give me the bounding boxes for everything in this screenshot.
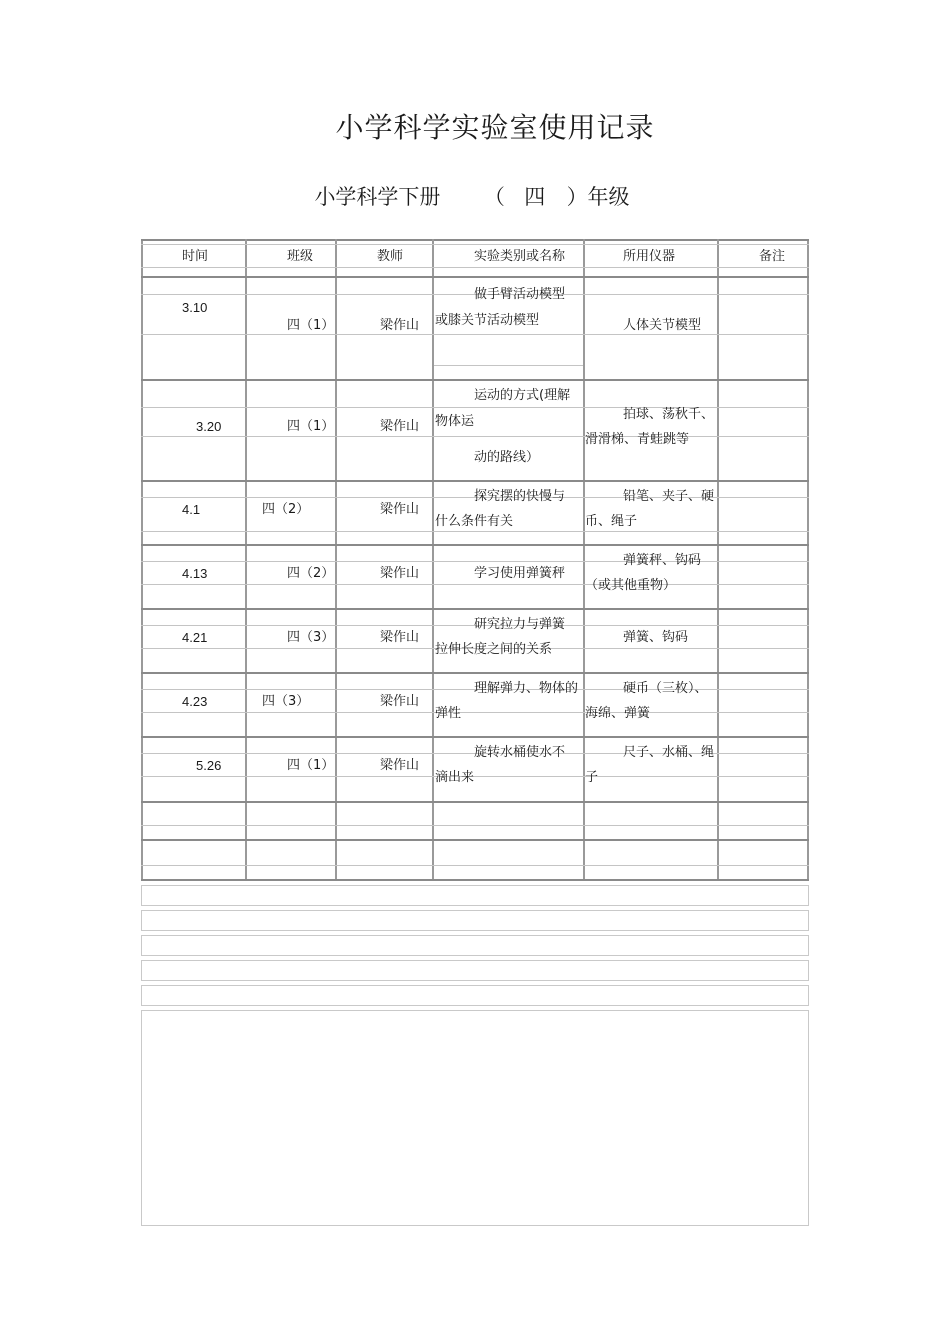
table-cell-date: 4.1 [182, 502, 201, 517]
header-class: 班级 [287, 249, 314, 264]
table-cell-class: 四（1） [287, 758, 335, 773]
table-cell-date: 4.23 [182, 694, 208, 709]
table-cell-experiment: 研究拉力与弹簧 [474, 617, 566, 632]
table-cell-date: 3.10 [182, 300, 208, 315]
row-separator [141, 276, 809, 278]
grade-subtitle [0, 181, 944, 211]
column-divider [717, 239, 719, 881]
table-cell-equipment: 海绵、弹簧 [585, 706, 651, 721]
row-separator [141, 544, 809, 546]
table-cell-equipment: 弹簧、钩码 [623, 630, 689, 645]
table-cell-equipment: 尺子、水桶、绳 [623, 745, 715, 760]
blank-band [141, 935, 809, 956]
table-cell-teacher: 梁作山 [380, 318, 420, 333]
table-cell-teacher: 梁作山 [380, 419, 420, 434]
table-cell-experiment: 拉伸长度之间的关系 [435, 642, 553, 657]
table-cell-date: 3.20 [196, 419, 222, 434]
table-cell-teacher: 梁作山 [380, 694, 420, 709]
row-inner-line [141, 436, 809, 437]
page-title: 小学科学实验室使用记录 [335, 111, 655, 144]
table-cell-equipment: 硬币（三枚）、 [623, 681, 708, 696]
blank-band [141, 885, 809, 906]
row-separator [141, 801, 809, 803]
table-cell-equipment: 人体关节模型 [623, 318, 702, 333]
table-cell-teacher: 梁作山 [380, 566, 420, 581]
table-cell-experiment: 探究摆的快慢与 [474, 489, 566, 504]
table-cell-equipment: 弹簧秤、钩码 [623, 553, 702, 568]
row-inner-line [141, 825, 809, 826]
table-cell-class: 四（2） [287, 566, 335, 581]
row-separator [141, 608, 809, 610]
table-cell-date: 4.13 [182, 566, 208, 581]
subtitle-grade: 四 [524, 185, 546, 209]
table-cell-equipment: 拍球、荡秋千、 [623, 407, 715, 422]
column-divider [245, 239, 247, 881]
table-cell-teacher: 梁作山 [380, 758, 420, 773]
subtitle-open-paren: （ [483, 185, 505, 209]
header-experiment: 实验类别或名称 [474, 249, 566, 264]
table-cell-experiment: 动的路线） [474, 450, 540, 465]
row-inner-line [141, 334, 809, 335]
table-border-right [807, 239, 809, 881]
table-cell-date: 4.21 [182, 630, 208, 645]
blank-band [141, 960, 809, 981]
blank-band [141, 910, 809, 931]
table-cell-class: 四（1） [287, 419, 335, 434]
table-cell-experiment: 旋转水桶使水不 [474, 745, 566, 760]
lab-usage-table [141, 239, 809, 881]
table-border-top [141, 239, 809, 241]
table-cell-equipment: 铅笔、夹子、硬 [623, 489, 715, 504]
table-cell-experiment: 什么条件有关 [435, 514, 514, 529]
header-teacher: 教师 [377, 249, 404, 264]
row-inner-line [141, 776, 809, 777]
table-cell-experiment: 物体运 [435, 414, 475, 429]
blank-band [141, 985, 809, 1006]
row-inner-line [434, 365, 583, 366]
column-divider [335, 239, 337, 881]
row-separator [141, 379, 809, 381]
table-cell-equipment: 子 [585, 770, 599, 785]
header-equipment: 所用仪器 [623, 249, 676, 264]
table-cell-experiment: 滴出来 [435, 770, 475, 785]
row-inner-line [141, 865, 809, 866]
table-border-bottom [141, 879, 809, 881]
row-separator [141, 839, 809, 841]
table-cell-class: 四（3） [262, 694, 310, 709]
subtitle-grade-suffix: ）年级 [566, 185, 630, 209]
table-cell-experiment: 学习使用弹簧秤 [474, 566, 566, 581]
header-notes: 备注 [759, 249, 786, 264]
subtitle-book: 小学科学下册 [314, 185, 441, 209]
table-cell-equipment: 币、绳子 [585, 514, 638, 529]
table-cell-class: 四（3） [287, 630, 335, 645]
table-cell-equipment: （或其他重物） [585, 578, 677, 593]
table-cell-equipment: 滑滑梯、青蛙跳等 [585, 432, 690, 447]
row-separator [141, 672, 809, 674]
table-cell-teacher: 梁作山 [380, 502, 420, 517]
row-separator [141, 480, 809, 482]
table-cell-experiment: 做手臂活动模型 [474, 287, 566, 302]
table-cell-experiment: 运动的方式(理解 [474, 388, 571, 403]
table-cell-teacher: 梁作山 [380, 630, 420, 645]
table-cell-date: 5.26 [196, 758, 222, 773]
table-cell-experiment: 理解弹力、物体的 [474, 681, 579, 696]
blank-notes-area [141, 1010, 809, 1226]
row-separator [141, 736, 809, 738]
table-cell-experiment: 或膝关节活动模型 [435, 313, 540, 328]
table-cell-experiment: 弹性 [435, 706, 462, 721]
table-cell-class: 四（2） [262, 502, 310, 517]
table-cell-class: 四（1） [287, 318, 335, 333]
header-time: 时间 [182, 249, 209, 264]
row-inner-line [141, 712, 809, 713]
table-border-left [141, 239, 143, 881]
column-divider [432, 239, 434, 881]
